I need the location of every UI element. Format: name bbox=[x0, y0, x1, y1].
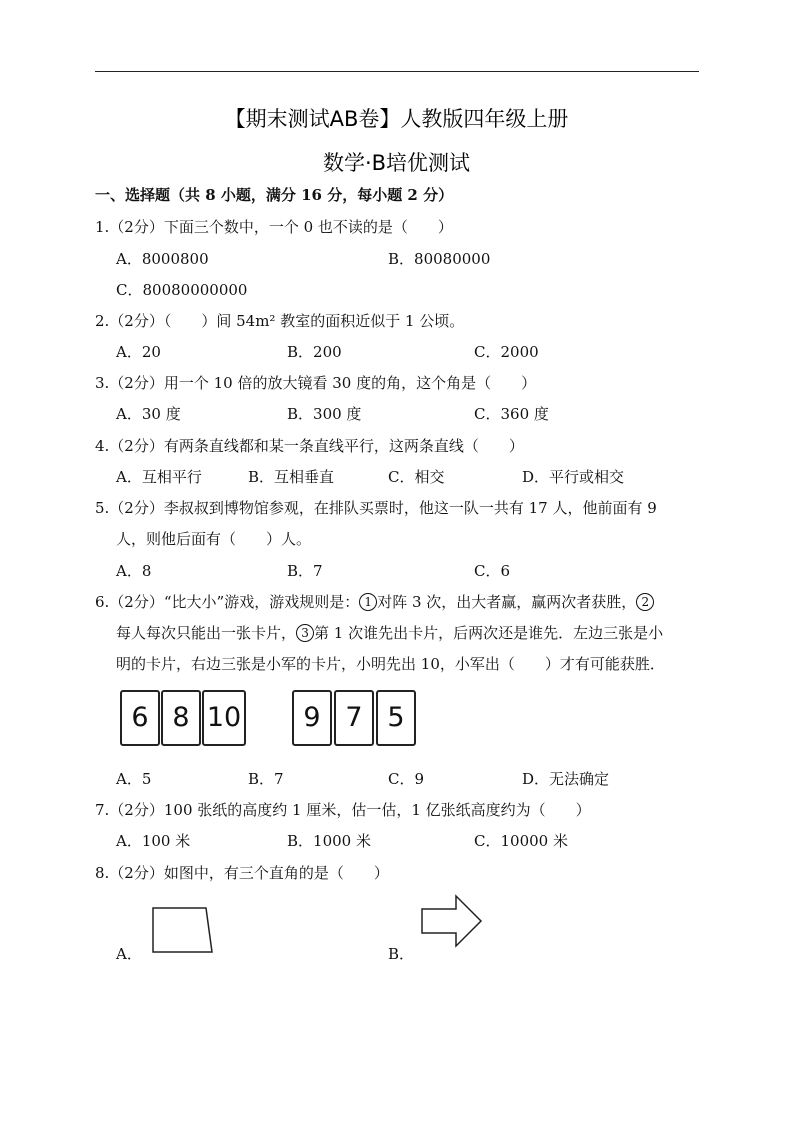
question-6-line-2-part-b: 第 1 次谁先出卡片，后两次还是谁先．左边三张是小 bbox=[314, 624, 664, 642]
xiaojun-card-2: 7 bbox=[334, 690, 374, 746]
question-4-option-b[interactable]: B．互相垂直 bbox=[248, 468, 335, 486]
circled-number-3: 3 bbox=[296, 624, 314, 642]
question-2-option-c[interactable]: C．2000 bbox=[474, 343, 539, 361]
question-8-option-b[interactable]: B． bbox=[388, 945, 415, 963]
question-3-option-c[interactable]: C．360 度 bbox=[474, 405, 549, 423]
question-1-option-b[interactable]: B．80080000 bbox=[388, 250, 491, 268]
question-4-option-a[interactable]: A．互相平行 bbox=[116, 468, 202, 486]
question-6-line-2-part-a: 每人每次只能出一张卡片， bbox=[116, 624, 297, 642]
xiaojun-card-3: 5 bbox=[376, 690, 416, 746]
section-heading: 一、选择题（共 8 小题，满分 16 分，每小题 2 分） bbox=[95, 186, 454, 204]
xiaojun-card-1: 9 bbox=[292, 690, 332, 746]
circled-number-2: 2 bbox=[636, 593, 654, 611]
question-4-option-c[interactable]: C．相交 bbox=[388, 468, 445, 486]
question-6-option-d[interactable]: D．无法确定 bbox=[522, 770, 610, 788]
question-5-option-b[interactable]: B．7 bbox=[287, 562, 323, 580]
question-6-option-a[interactable]: A．5 bbox=[116, 770, 152, 788]
question-7-option-c[interactable]: C．10000 米 bbox=[474, 832, 568, 850]
question-5-option-c[interactable]: C．6 bbox=[474, 562, 511, 580]
question-2-option-a[interactable]: A．20 bbox=[116, 343, 161, 361]
question-8-option-a[interactable]: A． bbox=[116, 945, 142, 963]
question-6-stem-part-a: 6.（2分）“比大小”游戏，游戏规则是： bbox=[95, 593, 360, 611]
question-3-option-b[interactable]: B．300 度 bbox=[287, 405, 362, 423]
question-6-stem-line-3: 明的卡片，右边三张是小军的卡片，小明先出 10，小军出（ ）才有可能获胜． bbox=[116, 655, 665, 673]
question-2-stem: 2.（2分）（ ）间 54m² 教室的面积近似于 1 公顷。 bbox=[95, 312, 465, 330]
question-5-stem: 5.（2分）李叔叔到博物馆参观，在排队买票时，他这一队一共有 17 人，他前面有 9 bbox=[95, 499, 657, 517]
page-title: 【期末测试AB卷】人教版四年级上册 bbox=[224, 107, 569, 131]
xiaoming-card-1: 6 bbox=[120, 690, 160, 746]
top-rule bbox=[95, 71, 699, 72]
question-2-option-b[interactable]: B．200 bbox=[287, 343, 342, 361]
question-1-option-a[interactable]: A．8000800 bbox=[116, 250, 209, 268]
question-7-stem: 7.（2分）100 张纸的高度约 1 厘米，估一估，1 亿张纸高度约为（ ） bbox=[95, 801, 591, 819]
question-7-option-b[interactable]: B．1000 米 bbox=[287, 832, 371, 850]
arrow-figure bbox=[418, 892, 488, 952]
question-6-stem-part-b: 对阵 3 次，出大者赢，赢两次者获胜， bbox=[377, 593, 637, 611]
question-4-option-d[interactable]: D．平行或相交 bbox=[522, 468, 625, 486]
question-1-stem: 1.（2分）下面三个数中，一个 0 也不读的是（ ） bbox=[95, 218, 453, 236]
question-6-stem-line-2 bbox=[116, 622, 663, 643]
question-6-option-c[interactable]: C．9 bbox=[388, 770, 425, 788]
question-7-option-a[interactable]: A．100 米 bbox=[116, 832, 191, 850]
page-subtitle: 数学·B培优测试 bbox=[322, 151, 471, 175]
question-6-stem-line-1 bbox=[95, 591, 654, 612]
trapezoid-figure bbox=[148, 904, 218, 956]
question-3-stem: 3.（2分）用一个 10 倍的放大镜看 30 度的角，这个角是（ ） bbox=[95, 374, 537, 392]
question-5-option-a[interactable]: A．8 bbox=[116, 562, 152, 580]
question-5-stem-continued: 人，则他后面有（ ）人。 bbox=[116, 530, 312, 548]
question-1-option-c[interactable]: C．80080000000 bbox=[116, 281, 248, 299]
question-8-stem: 8.（2分）如图中，有三个直角的是（ ） bbox=[95, 864, 389, 882]
question-6-option-b[interactable]: B．7 bbox=[248, 770, 284, 788]
xiaoming-card-3: 10 bbox=[202, 690, 246, 746]
circled-number-1: 1 bbox=[359, 593, 377, 611]
xiaoming-card-2: 8 bbox=[161, 690, 201, 746]
question-4-stem: 4.（2分）有两条直线都和某一条直线平行，这两条直线（ ） bbox=[95, 437, 524, 455]
question-3-option-a[interactable]: A．30 度 bbox=[116, 405, 181, 423]
